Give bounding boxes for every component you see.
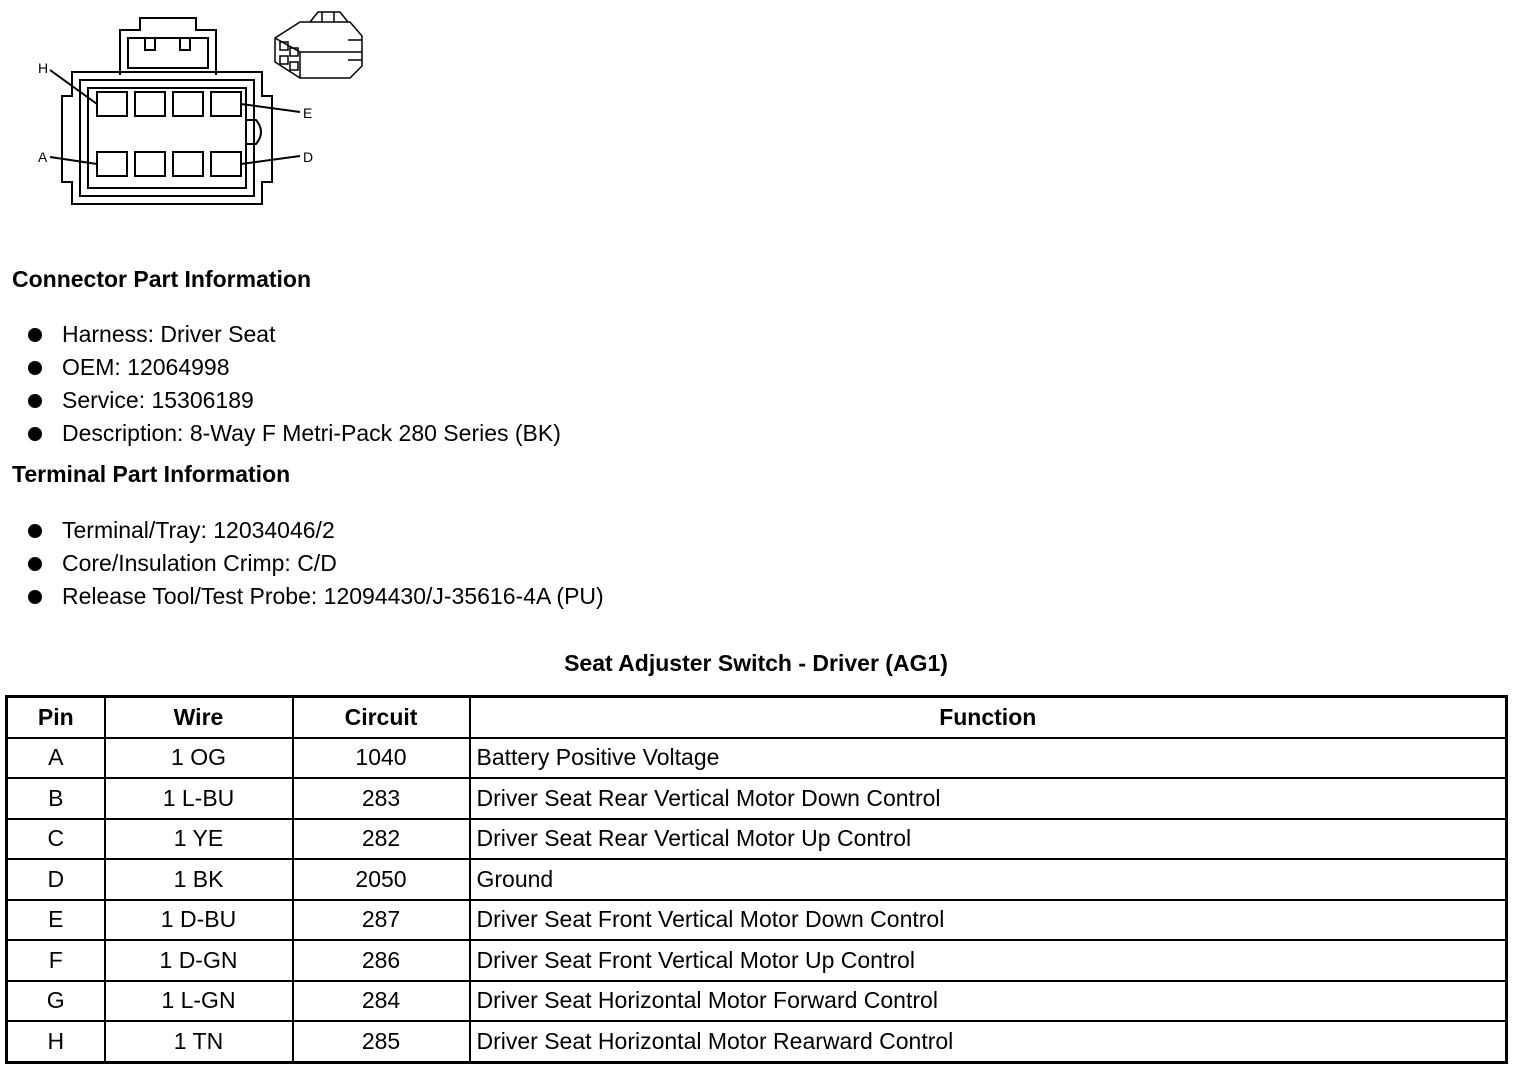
header-wire: Wire <box>105 697 293 738</box>
table-title: Seat Adjuster Switch - Driver (AG1) <box>564 650 948 676</box>
table-row <box>7 859 1507 900</box>
list-item: Description: 8-Way F Metri-Pack 280 Series (BK) <box>28 417 561 450</box>
cell-wire: 1 OG <box>105 738 293 779</box>
bullet-icon <box>28 328 42 342</box>
pin-label-a: A <box>38 149 48 165</box>
bullet-icon <box>28 524 42 538</box>
pinout-table <box>5 695 1508 1064</box>
terminal-info-list <box>28 514 604 613</box>
table-row <box>7 900 1507 941</box>
table-row <box>7 981 1507 1022</box>
terminal-info-heading: Terminal Part Information <box>12 461 291 487</box>
cell-function: Driver Seat Front Vertical Motor Up Control <box>470 940 1507 981</box>
bullet-icon <box>28 394 42 408</box>
cell-wire: 1 YE <box>105 819 293 860</box>
table-row <box>7 778 1507 819</box>
cell-pin: F <box>7 940 105 981</box>
list-item: OEM: 12064998 <box>28 351 561 384</box>
connector-info-list <box>28 318 561 450</box>
cell-wire: 1 D-BU <box>105 900 293 941</box>
connector-latch-inner <box>128 38 208 68</box>
cavity-d <box>211 152 241 176</box>
cell-pin: B <box>7 778 105 819</box>
cell-circuit: 283 <box>293 778 470 819</box>
cell-pin: G <box>7 981 105 1022</box>
cell-circuit: 2050 <box>293 859 470 900</box>
cell-circuit: 282 <box>293 819 470 860</box>
cavity-g <box>135 92 165 116</box>
cell-function: Battery Positive Voltage <box>470 738 1507 779</box>
cell-wire: 1 D-GN <box>105 940 293 981</box>
cell-circuit: 287 <box>293 900 470 941</box>
cavity-f <box>173 92 203 116</box>
cell-pin: C <box>7 819 105 860</box>
cell-pin: D <box>7 859 105 900</box>
table-header-row <box>7 697 1507 738</box>
cell-wire: 1 L-GN <box>105 981 293 1022</box>
connector-latch <box>120 18 216 75</box>
cell-function: Driver Seat Horizontal Motor Forward Control <box>470 981 1507 1022</box>
connector-diagram <box>0 0 380 215</box>
cell-circuit: 285 <box>293 1021 470 1062</box>
cell-function: Driver Seat Horizontal Motor Rearward Control <box>470 1021 1507 1062</box>
list-item: Core/Insulation Crimp: C/D <box>28 547 604 580</box>
list-item: Terminal/Tray: 12034046/2 <box>28 514 604 547</box>
list-item: Harness: Driver Seat <box>28 318 561 351</box>
pin-label-e: E <box>303 105 313 121</box>
table-row <box>7 819 1507 860</box>
cell-pin: A <box>7 738 105 779</box>
cell-wire: 1 TN <box>105 1021 293 1062</box>
header-function: Function <box>470 697 1507 738</box>
pin-label-d: D <box>303 149 314 165</box>
cell-pin: E <box>7 900 105 941</box>
connector-iso-icon <box>275 12 362 78</box>
bullet-icon <box>28 557 42 571</box>
pin-label-h: H <box>38 60 49 76</box>
header-pin: Pin <box>7 697 105 738</box>
cavity-b <box>135 152 165 176</box>
cavity-c <box>173 152 203 176</box>
cavity-h <box>97 92 127 116</box>
table-row <box>7 738 1507 779</box>
bullet-icon <box>28 361 42 375</box>
list-item: Service: 15306189 <box>28 384 561 417</box>
cell-function: Driver Seat Rear Vertical Motor Up Control <box>470 819 1507 860</box>
cell-circuit: 1040 <box>293 738 470 779</box>
cell-function: Driver Seat Rear Vertical Motor Down Control <box>470 778 1507 819</box>
header-circuit: Circuit <box>293 697 470 738</box>
table-row <box>7 1021 1507 1062</box>
list-item: Release Tool/Test Probe: 12094430/J-35616-4A (PU) <box>28 580 604 613</box>
bullet-icon <box>28 590 42 604</box>
cavity-e <box>211 92 241 116</box>
bullet-icon <box>28 427 42 441</box>
cell-pin: H <box>7 1021 105 1062</box>
cavity-a <box>97 152 127 176</box>
table-row <box>7 940 1507 981</box>
connector-info-heading: Connector Part Information <box>12 266 312 292</box>
cell-function: Ground <box>470 859 1507 900</box>
cell-circuit: 286 <box>293 940 470 981</box>
cell-circuit: 284 <box>293 981 470 1022</box>
cell-wire: 1 BK <box>105 859 293 900</box>
cell-function: Driver Seat Front Vertical Motor Down Control <box>470 900 1507 941</box>
cell-wire: 1 L-BU <box>105 778 293 819</box>
